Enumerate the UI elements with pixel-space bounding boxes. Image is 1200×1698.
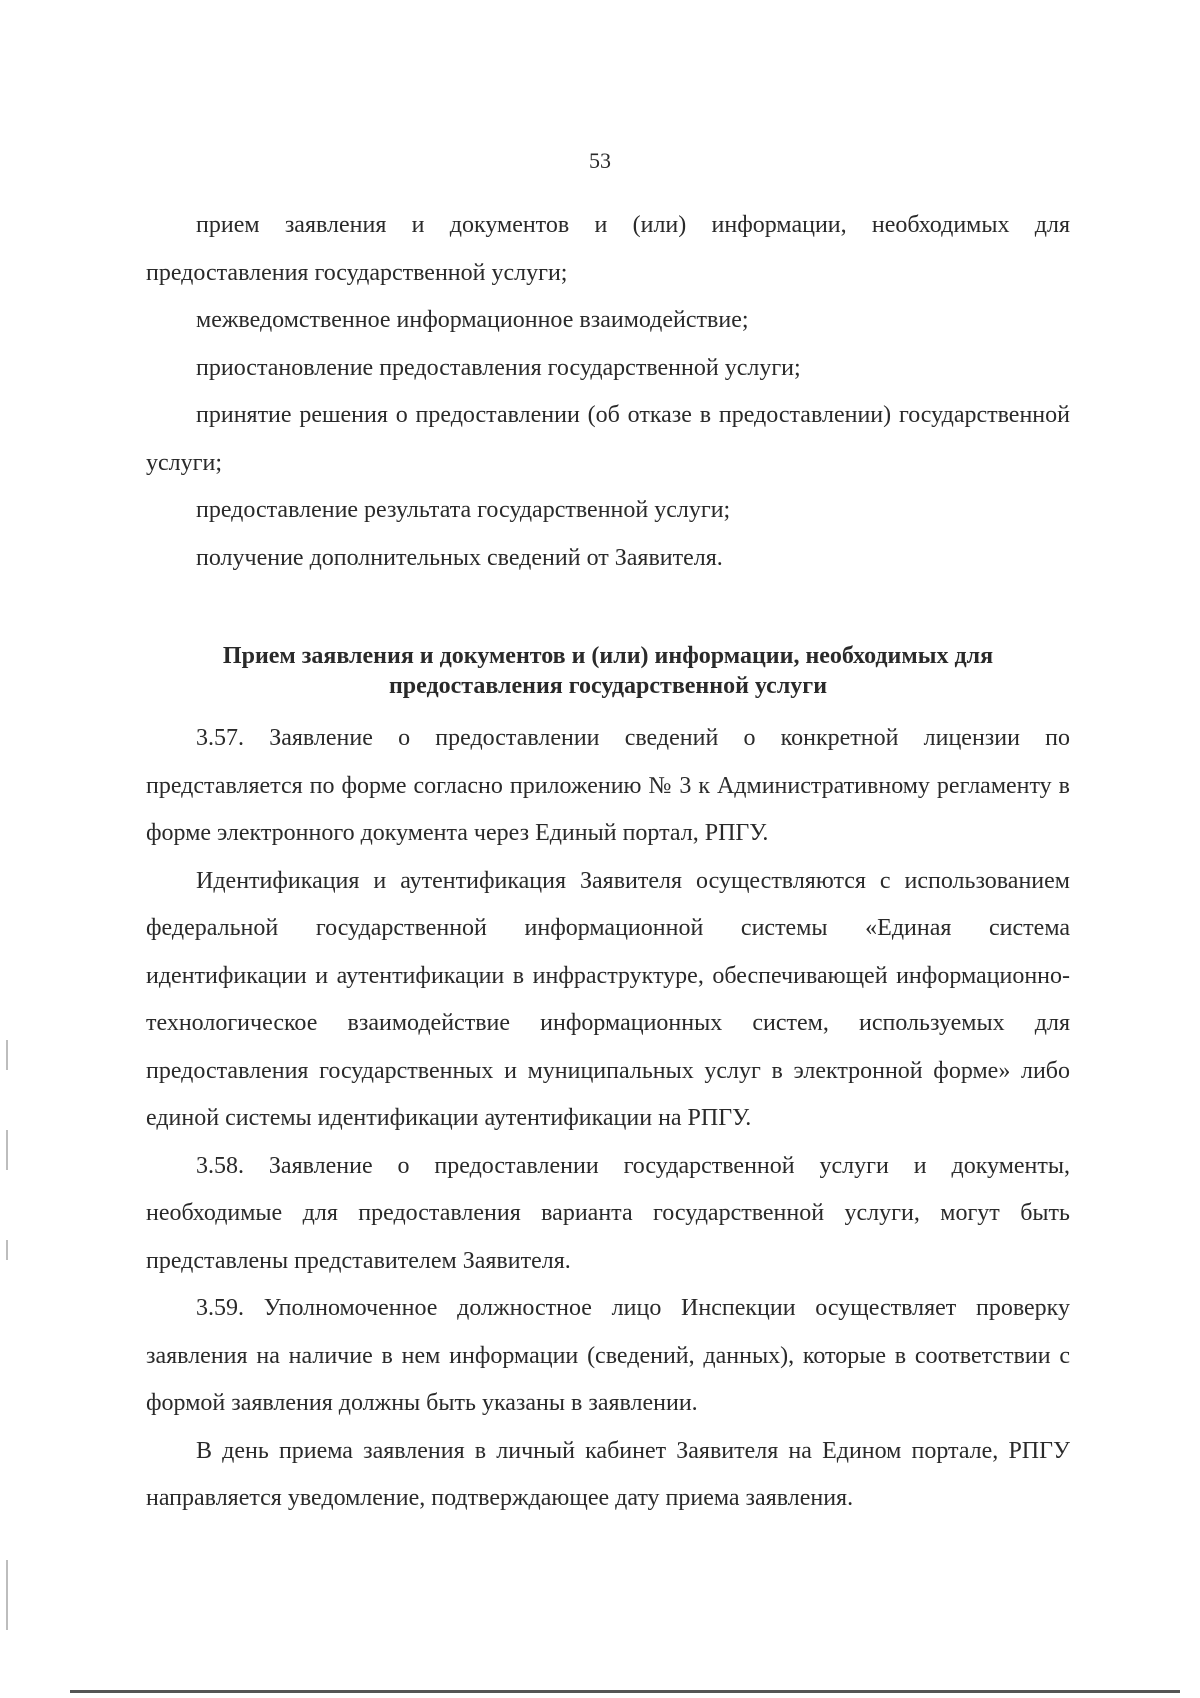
scan-mark xyxy=(6,1130,8,1170)
paragraph: приостановление предоставления государственной услуги; xyxy=(196,354,801,381)
paragraph: принятие решения о предоставлении (об отказе в предоставлении) государственной услуги; xyxy=(146,402,1070,476)
page-number: 53 xyxy=(589,148,611,173)
section-heading: Прием заявления и документов и (или) информации, необходимых для предоставления государственной услуги xyxy=(222,643,994,699)
paragraph: получение дополнительных сведений от Заявителя. xyxy=(196,544,723,571)
bottom-rule xyxy=(70,1690,1180,1693)
paragraph: 3.59. Уполномоченное должностное лицо Инспекции осуществляет проверку заявления на наличие в нем информации (сведений, данных), которые в соответствии с формой заявления должны быть указаны в заявлении. xyxy=(146,1295,1070,1416)
scan-mark xyxy=(6,1240,8,1260)
document-body xyxy=(146,202,1070,1523)
paragraph: предоставление результата государственной услуги; xyxy=(196,497,731,523)
paragraph: межведомственное информационное взаимодействие; xyxy=(196,307,749,333)
paragraph: 3.58. Заявление о предоставлении государственной услуги и документы, необходимые для предоставления варианта государственной услуги, могут быть представлены представителем Заявителя. xyxy=(146,1152,1070,1274)
scan-mark xyxy=(6,1560,8,1630)
paragraph: Идентификация и аутентификация Заявителя осуществляются с использованием федеральной государственной информационной системы «Единая система идентификации и аутентификации в инфраструктуре, обеспечивающей информационно-технологическое взаимодействие информационных систем, используемых для предоставления государственных и муниципальных услуг в электронной форме» либо единой системы идентификации аутентификации на РПГУ. xyxy=(146,867,1070,1131)
paragraph: В день приема заявления в личный кабинет Заявителя на Едином портале, РПГУ направляется уведомление, подтверждающее дату приема заявления. xyxy=(146,1437,1070,1511)
paragraph: 3.57. Заявление о предоставлении сведений о конкретной лицензии по представляется по форме согласно приложению № 3 к Административному регламенту в форме электронного документа через Единый портал, РПГУ. xyxy=(146,725,1070,846)
scan-mark xyxy=(6,1040,8,1070)
paragraph: прием заявления и документов и (или) информации, необходимых для предоставления государственной услуги; xyxy=(146,212,1070,286)
